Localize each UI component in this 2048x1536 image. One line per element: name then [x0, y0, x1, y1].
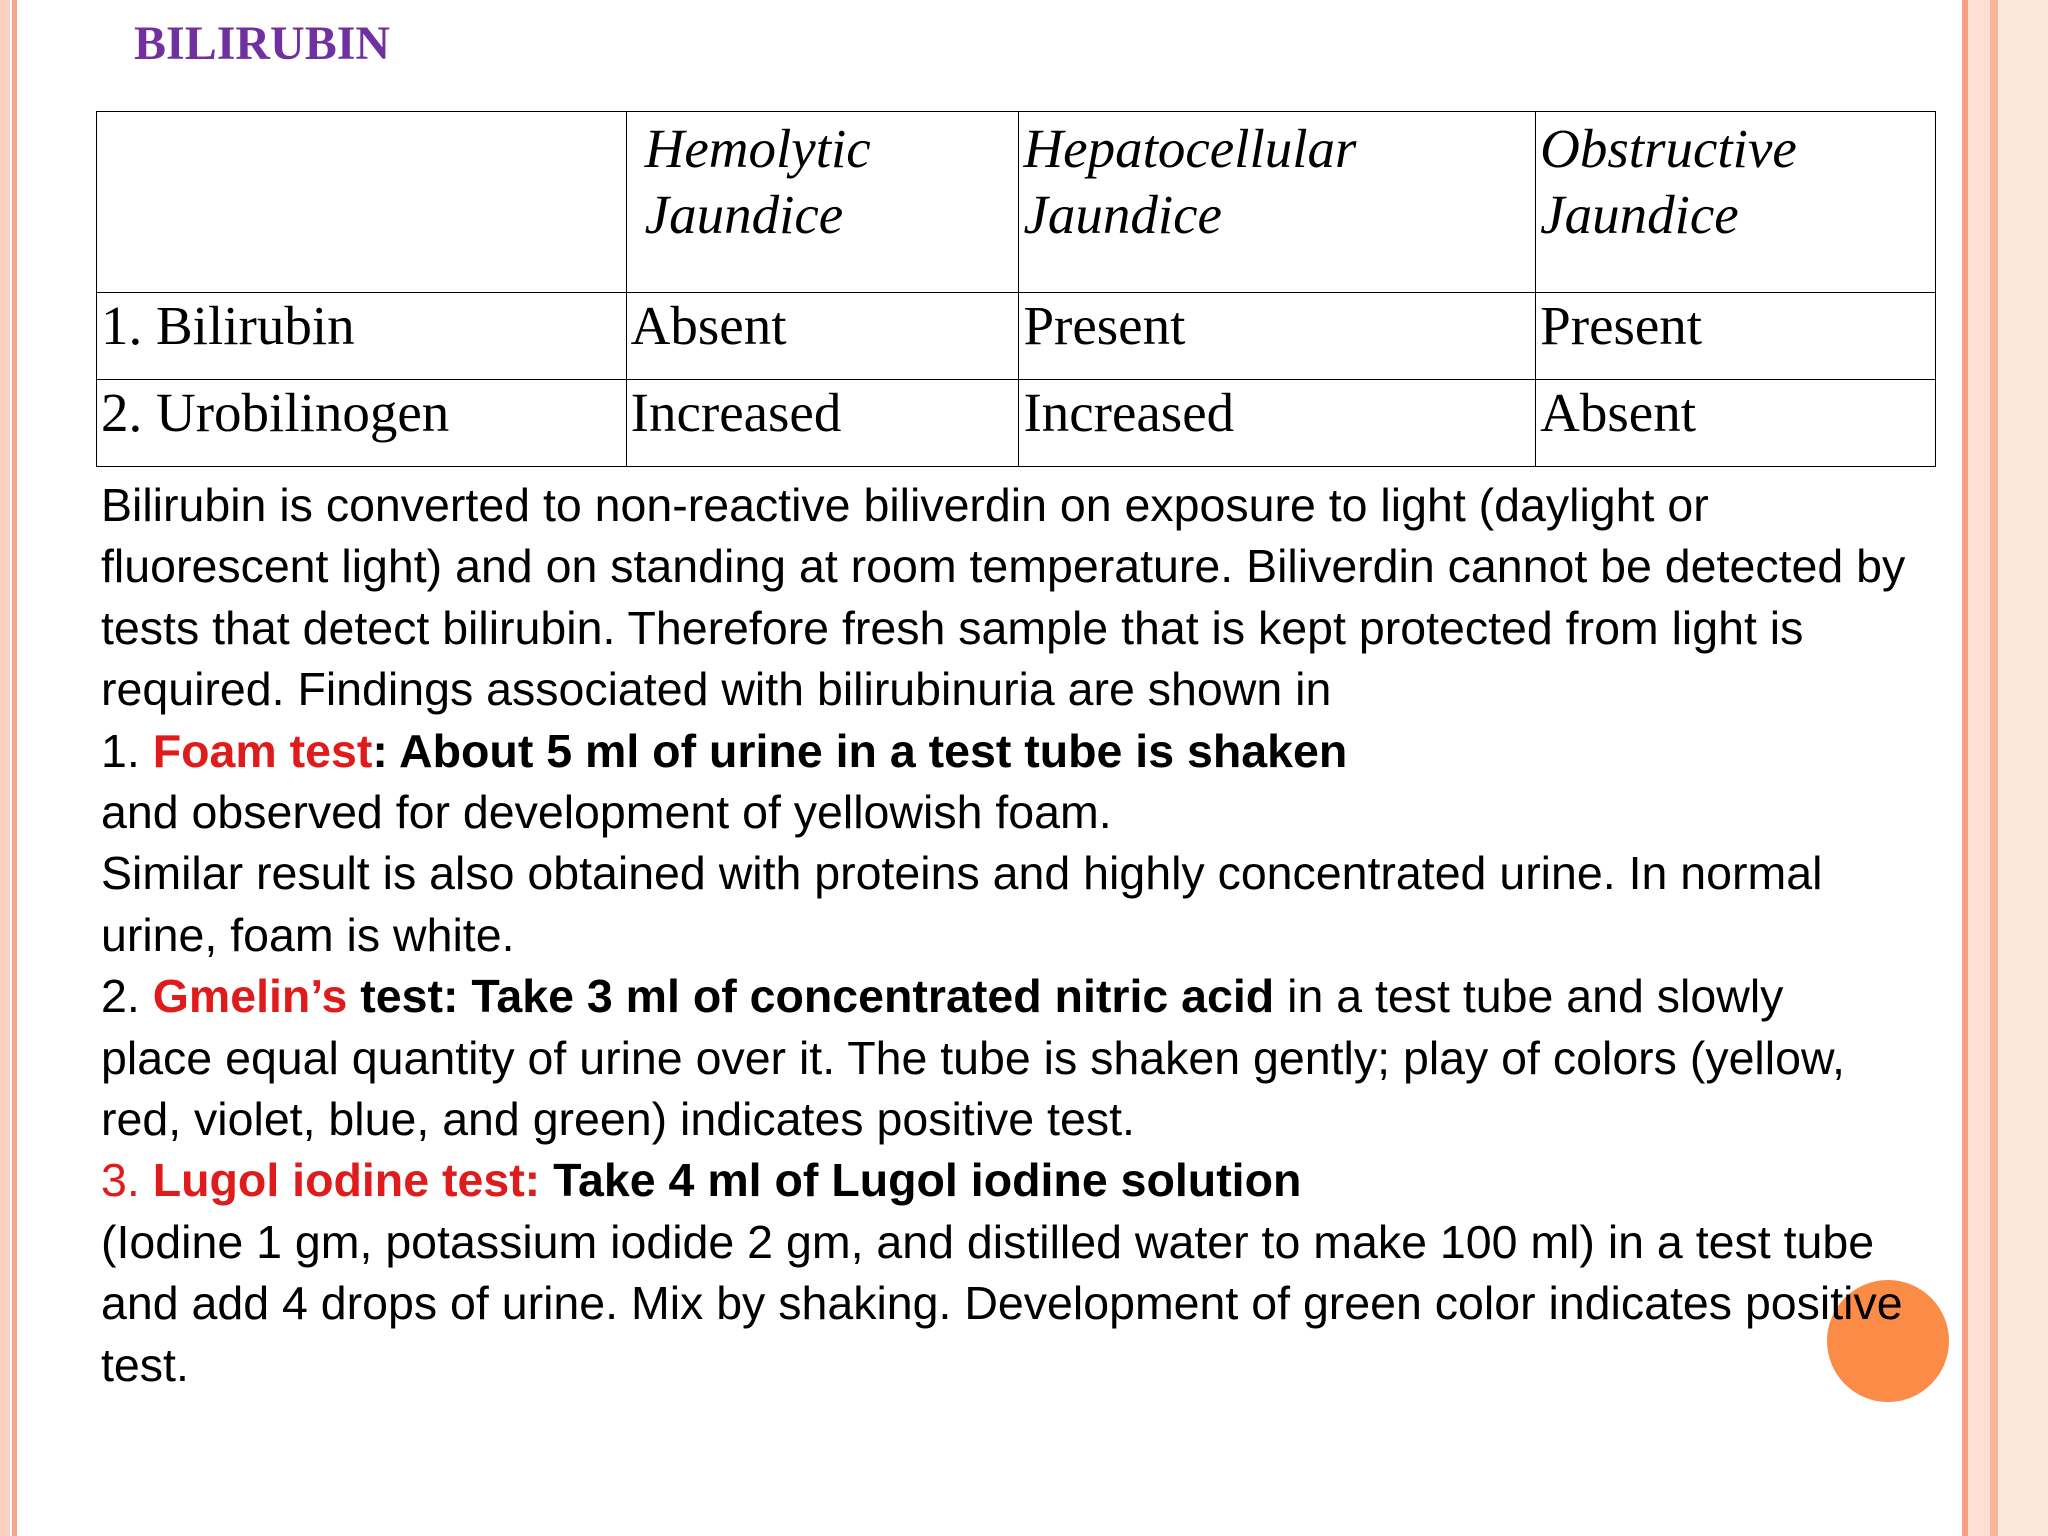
foam-test-note: Similar result is also obtained with proteins and highly concentrated urine. In normal urine, foam is white. — [101, 847, 1823, 961]
table-cell: Increased — [626, 380, 1019, 467]
left-border-stripe — [0, 0, 10, 1536]
table-header-cell — [97, 112, 627, 293]
gmelin-test-name: Gmelin’s — [152, 970, 348, 1023]
body-text — [101, 475, 1961, 1396]
gmelin-test-paragraph — [101, 966, 1901, 1150]
table-cell: Present — [1536, 293, 1936, 380]
header-obstructive: Obstructive Jaundice — [1540, 118, 1797, 245]
foam-test-line: and observed for development of yellowish foam. — [101, 786, 1112, 839]
gmelin-test-number: 2. — [101, 970, 153, 1023]
table-cell: 1. Bilirubin — [97, 293, 627, 380]
lugol-test-rest: (Iodine 1 gm, potassium iodide 2 gm, and distilled water to make 100 ml) in a test tube and add 4 drops of urine. Mix by shaking. Development of green color indicates positive test. — [101, 1215, 1903, 1391]
table-header-row — [97, 112, 1936, 293]
slide-title: BILIRUBIN — [134, 17, 391, 70]
table-header-cell — [1019, 112, 1536, 293]
header-hepatocellular: Hepatocellular Jaundice — [1023, 118, 1357, 245]
foam-test-bold: : About 5 ml of urine in a test tube is shaken — [372, 724, 1348, 777]
table-row — [97, 293, 1936, 380]
foam-test-heading — [101, 721, 1961, 782]
table-cell: Absent — [1536, 380, 1936, 467]
table-cell: Absent — [626, 293, 1019, 380]
table-row — [97, 380, 1936, 467]
table-header-cell — [1536, 112, 1936, 293]
lugol-test-name: Lugol iodine test: — [152, 1154, 541, 1207]
left-border-line — [12, 0, 17, 1536]
gmelin-test-bold: test: Take 3 ml of concentrated nitric acid — [347, 970, 1275, 1023]
jaundice-comparison-table — [96, 111, 1936, 467]
right-border-band — [1998, 0, 2048, 1536]
table-cell: Increased — [1019, 380, 1536, 467]
right-border-stripe — [1968, 0, 1990, 1536]
table-cell: Present — [1019, 293, 1536, 380]
header-hemolytic: Hemolytic Jaundice — [644, 118, 871, 245]
table-cell: 2. Urobilinogen — [97, 380, 627, 467]
intro-paragraph: Bilirubin is converted to non-reactive biliverdin on exposure to light (daylight or fluorescent light) and on standing at room temperature. Biliverdin cannot be detected by tests that detect bilirubin. Therefore fresh sample that is kept protected from light is required. Findings associated with bilirubinuria are shown in — [101, 479, 1906, 716]
lugol-test-heading — [101, 1150, 1961, 1211]
lugol-test-number: 3. — [101, 1154, 153, 1207]
right-border-line-outer — [1990, 0, 1998, 1536]
gmelin-test-rest: in a test tube and slowly place equal quantity of urine over it. The tube is shaken gently; play of colors (yellow, red, violet, blue, and green) indicates positive test. — [101, 970, 1845, 1146]
lugol-test-bold: Take 4 ml of Lugol iodine solution — [540, 1154, 1302, 1207]
foam-test-name: Foam test — [152, 724, 373, 777]
table-header-cell — [626, 112, 1019, 293]
foam-test-number: 1. — [101, 724, 153, 777]
